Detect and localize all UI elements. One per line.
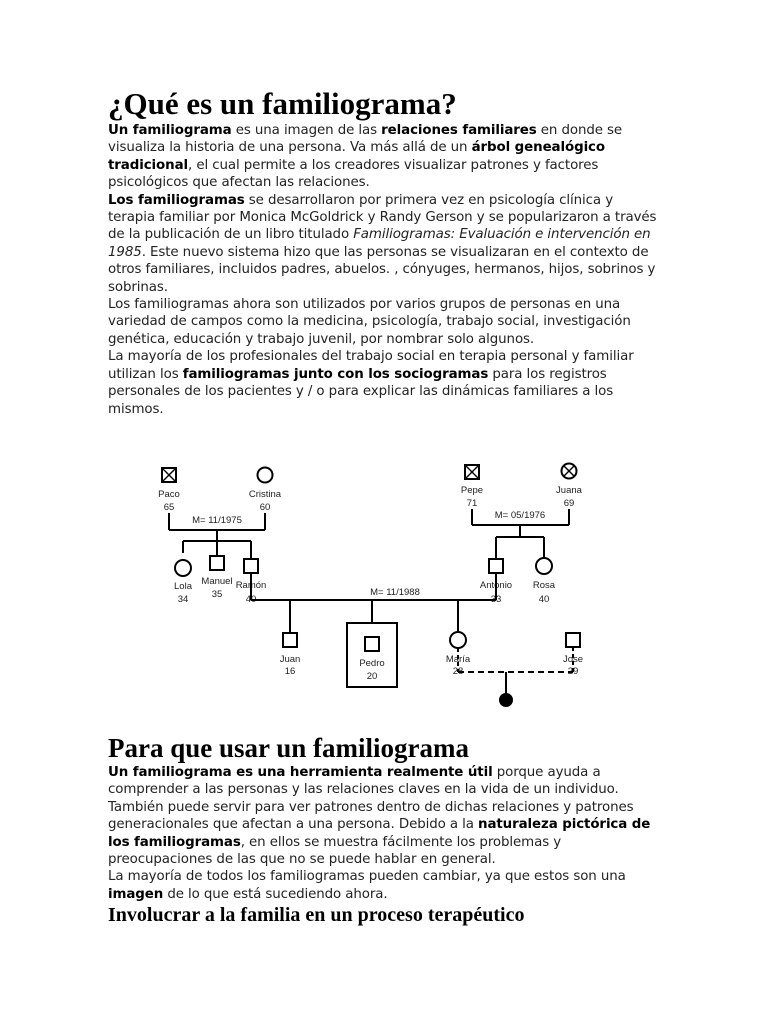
italic-text: Familiogramas: Evaluación e intervención en 1985 — [108, 227, 651, 260]
person-age: 34 — [177, 594, 189, 605]
bold-text: familiogramas junto con los sociogramas — [182, 366, 489, 382]
person-name: Pepe — [460, 485, 484, 496]
genogram-person-juana — [556, 464, 583, 510]
person-age: 29 — [567, 666, 579, 677]
person-name: Paco — [158, 489, 180, 500]
person-name: Juan — [279, 654, 301, 665]
genogram-person-lola — [174, 560, 193, 605]
text-run: , en ellos se muestra fácilmente los problemas y preocupaciones de las que no se puede hablar en general. — [108, 834, 562, 868]
person-name: Jose — [562, 654, 584, 665]
person-age: 20 — [366, 671, 378, 682]
genogram-person-pedro — [347, 623, 397, 687]
bold-text: árbol genealógico tradicional — [108, 140, 605, 173]
text-run: La mayoría de los profesionales del trabajo social en terapia personal y familiar utilizan los — [108, 349, 634, 382]
heading-why-use: Para que usar un familiograma — [108, 733, 470, 763]
bold-text: relaciones familiares — [381, 123, 537, 138]
person-name: Rosa — [532, 580, 556, 591]
person-age: 69 — [563, 498, 575, 509]
person-name: Ramón — [235, 580, 267, 591]
heading-what-is: ¿Qué es un familiograma? — [108, 86, 457, 121]
text-run: Los familiogramas ahora son utilizados por varios grupos de personas en una variedad de campos como la medicina, psicología, trabajo social, investigación genética, educación y trabajo juvenil, por nombrar solo algunos. — [108, 297, 631, 347]
genogram-person-juan — [280, 633, 301, 677]
paragraph-uses — [108, 296, 660, 348]
section-what-is — [108, 86, 660, 418]
text-run: es una imagen de las — [231, 123, 382, 138]
bold-text: naturaleza pictórica de los familiogramas — [108, 817, 651, 850]
person-name: Antonio — [479, 580, 513, 591]
marriage-label-left: M= 11/1975 — [192, 515, 242, 526]
marriage-label-center: M= 11/1988 — [370, 587, 420, 598]
heading-involve-family: Involucrar a la familia en un proceso terapéutico — [108, 904, 525, 927]
person-age: 16 — [284, 666, 296, 677]
bold-text: Los familiogramas — [108, 192, 245, 208]
person-name: Juana — [556, 485, 582, 496]
person-age: 40 — [245, 594, 257, 605]
person-name: Cristina — [248, 489, 282, 500]
person-age: 71 — [466, 498, 478, 509]
text-run: . Este nuevo sistema hizo que las personas se visualizaran en el contexto de otros familiares, incluidos padres, abuelos. , cónyuges, hermanos, hijos, sobrinos y sobrinas. — [108, 244, 656, 295]
text-run: La mayoría de todos los familiogramas pueden cambiar, ya que estos son una — [108, 869, 626, 885]
text-run: de lo que está sucediendo ahora. — [163, 886, 388, 902]
person-age: 35 — [211, 589, 223, 600]
genogram-child-marker — [499, 693, 513, 707]
person-age: 60 — [259, 502, 271, 513]
genogram-diagram — [140, 455, 600, 715]
genogram-person-manuel — [201, 556, 232, 600]
genogram-person-rosa — [533, 558, 556, 605]
person-name: Pedro — [359, 658, 385, 669]
paragraph-change — [108, 868, 660, 903]
person-age: 33 — [490, 594, 502, 605]
paragraph-social-work — [108, 348, 660, 418]
person-age: 28 — [452, 666, 464, 677]
paragraph-history — [108, 192, 660, 296]
genogram-person-pepe — [461, 465, 483, 509]
section-why-use — [108, 732, 660, 927]
text-run: se desarrollaron por primera vez en psicología clínica y terapia familiar por Monica McGoldrick y Randy Gerson y se popularizaron a través de la publicación de un libro titulado — [108, 192, 657, 243]
person-name: Lola — [174, 581, 192, 592]
text-run: , el cual permite a los creadores visualizar patrones y factores psicológicos que afectan las relaciones. — [108, 157, 599, 191]
genogram-person-cristina — [249, 468, 282, 514]
person-name: Manuel — [201, 576, 233, 587]
bold-text: imagen — [108, 886, 164, 902]
text-run: para los registros personales de los pacientes y / o para explicar las dinámicas familiares a los mismos. — [108, 366, 614, 417]
person-age: 40 — [538, 594, 550, 605]
person-age: 65 — [163, 502, 175, 513]
genogram-svg — [140, 455, 600, 715]
paragraph-usefulness — [108, 764, 660, 868]
person-name: María — [445, 654, 471, 665]
text-run: en donde se visualiza la historia de una persona. Va más allá de un — [108, 123, 623, 156]
genogram-person-paco — [158, 468, 180, 513]
text-run: porque ayuda a comprender a las personas y las relaciones claves en la vida de un individuo. También puede servir para ver patrones dentro de dichas relaciones y patrones generacionales que afectan a una persona. Debido a la — [108, 765, 634, 833]
bold-text: Un familiograma — [108, 123, 232, 138]
bold-text: Un familiograma es una herramienta realmente útil — [108, 765, 493, 780]
paragraph-definition — [108, 122, 660, 192]
marriage-label-right: M= 05/1976 — [494, 510, 546, 521]
